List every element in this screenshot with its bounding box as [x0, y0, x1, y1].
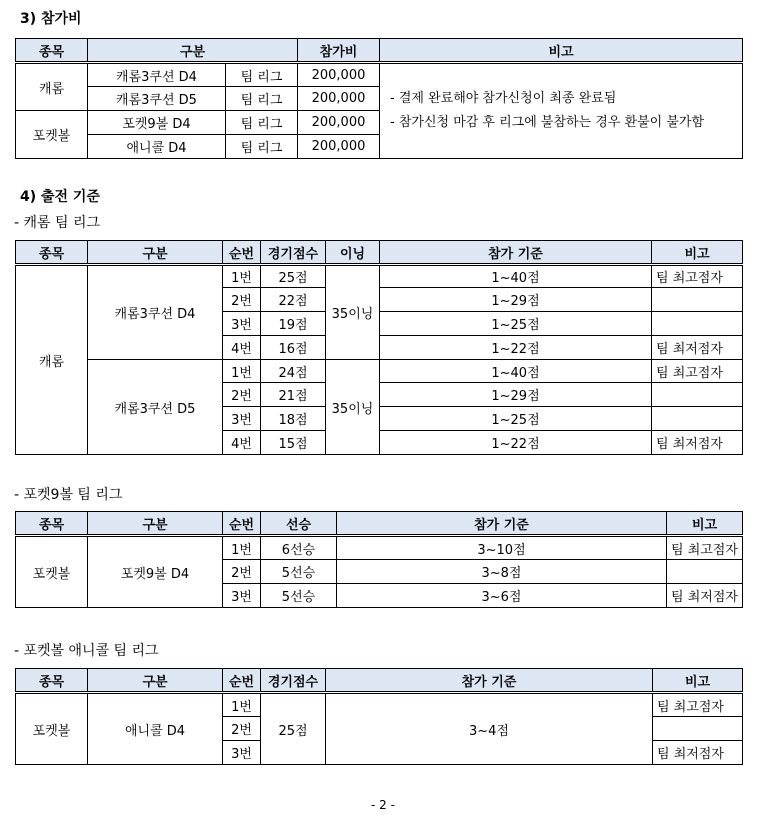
range-cell: 1~29점: [380, 288, 652, 312]
note-cell: 팀 최저점자: [667, 584, 743, 608]
header-innings: 이닝: [326, 241, 380, 265]
range-cell: 3~8점: [337, 560, 667, 584]
fee-heading: 3) 참가비: [20, 11, 82, 27]
order-cell: 1번: [223, 265, 261, 288]
score-cell: 24점: [261, 360, 326, 383]
range-cell: 1~22점: [380, 431, 652, 455]
header-note: 비고: [652, 241, 743, 265]
note-cell: [652, 383, 743, 407]
range-cell: 1~22점: [380, 336, 652, 360]
fee-notes-cell: [380, 63, 743, 159]
fee-table: [15, 38, 743, 159]
wins-cell: 6선승: [261, 536, 337, 560]
header-range: 참가 기준: [380, 241, 652, 265]
note-cell: 팀 최저점자: [653, 741, 743, 765]
note-cell: [667, 560, 743, 584]
fee-league-cell: 팀 리그: [226, 135, 298, 159]
carom-division-cell: 캐롬3쿠션 D5: [88, 360, 223, 455]
order-cell: 1번: [223, 693, 261, 717]
pocket9-division-cell: 포켓9볼 D4: [88, 536, 223, 608]
range-cell: 1~25점: [380, 312, 652, 336]
score-cell: 18점: [261, 407, 326, 431]
fee-note: - 참가신청 마감 후 리그에 불참하는 경우 환불이 불가함: [390, 115, 705, 130]
fee-sport-cell: 포켓볼: [16, 111, 88, 159]
score-cell: 25점: [261, 265, 326, 288]
order-cell: 3번: [223, 407, 261, 431]
order-cell: 1번: [223, 536, 261, 560]
pocket9-table: [15, 511, 743, 608]
note-cell: 팀 최저점자: [652, 336, 743, 360]
fee-amount-cell: 200,000: [298, 111, 380, 135]
note-cell: [653, 717, 743, 741]
header-order: 순번: [223, 241, 261, 265]
header-sport: 종목: [16, 512, 88, 536]
note-cell: 팀 최고점자: [653, 693, 743, 717]
order-cell: 3번: [223, 584, 261, 608]
note-cell: [652, 407, 743, 431]
order-cell: 4번: [223, 431, 261, 455]
note-cell: 팀 최고점자: [667, 536, 743, 560]
header-order: 순번: [223, 669, 261, 693]
anycall-division-cell: 애니콜 D4: [88, 693, 223, 765]
order-cell: 2번: [223, 717, 261, 741]
fee-amount-cell: 200,000: [298, 135, 380, 159]
pocket9-sport-cell: 포켓볼: [16, 536, 88, 608]
score-cell: 15점: [261, 431, 326, 455]
anycall-subtitle: - 포켓볼 애니콜 팀 리그: [14, 643, 159, 659]
header-division: 구분: [88, 241, 223, 265]
header-note: 비고: [667, 512, 743, 536]
note-cell: [652, 312, 743, 336]
header-sport: 종목: [16, 241, 88, 265]
range-cell: 3~4점: [326, 693, 653, 765]
score-cell: 16점: [261, 336, 326, 360]
anycall-table: [15, 668, 743, 765]
header-division: 구분: [88, 669, 223, 693]
note-cell: 팀 최고점자: [652, 360, 743, 383]
header-note: 비고: [380, 39, 743, 63]
fee-division-cell: 포켓9볼 D4: [88, 111, 226, 135]
order-cell: 2번: [223, 288, 261, 312]
header-sport: 종목: [16, 39, 88, 63]
header-score: 경기점수: [261, 669, 326, 693]
fee-division-cell: 캐롬3쿠션 D4: [88, 63, 226, 87]
order-cell: 1번: [223, 360, 261, 383]
header-fee: 참가비: [298, 39, 380, 63]
carom-subtitle: - 캐롬 팀 리그: [14, 215, 101, 231]
header-order: 순번: [223, 512, 261, 536]
order-cell: 2번: [223, 560, 261, 584]
score-cell: 22점: [261, 288, 326, 312]
range-cell: 1~40점: [380, 265, 652, 288]
score-cell: 21점: [261, 383, 326, 407]
order-cell: 3번: [223, 741, 261, 765]
header-range: 참가 기준: [337, 512, 667, 536]
range-cell: 1~40점: [380, 360, 652, 383]
wins-cell: 5선승: [261, 584, 337, 608]
header-division: 구분: [88, 39, 298, 63]
order-cell: 3번: [223, 312, 261, 336]
fee-note: - 결제 완료해야 참가신청이 최종 완료됨: [390, 91, 617, 106]
header-score: 경기점수: [261, 241, 326, 265]
note-cell: [652, 288, 743, 312]
fee-league-cell: 팀 리그: [226, 63, 298, 87]
header-note: 비고: [653, 669, 743, 693]
score-cell: 25점: [261, 693, 326, 765]
fee-sport-cell: 캐롬: [16, 63, 88, 111]
fee-amount-cell: 200,000: [298, 63, 380, 87]
header-division: 구분: [88, 512, 223, 536]
range-cell: 1~29점: [380, 383, 652, 407]
score-cell: 19점: [261, 312, 326, 336]
range-cell: 3~10점: [337, 536, 667, 560]
order-cell: 2번: [223, 383, 261, 407]
innings-cell: 35이닝: [326, 265, 380, 360]
fee-league-cell: 팀 리그: [226, 111, 298, 135]
fee-division-cell: 애니콜 D4: [88, 135, 226, 159]
page-number: - 2 -: [371, 798, 395, 812]
header-range: 참가 기준: [326, 669, 653, 693]
anycall-sport-cell: 포켓볼: [16, 693, 88, 765]
carom-table: [15, 240, 743, 455]
header-sport: 종목: [16, 669, 88, 693]
header-wins: 선승: [261, 512, 337, 536]
note-cell: 팀 최고점자: [652, 265, 743, 288]
order-cell: 4번: [223, 336, 261, 360]
fee-division-cell: 캐롬3쿠션 D5: [88, 87, 226, 111]
range-cell: 1~25점: [380, 407, 652, 431]
carom-division-cell: 캐롬3쿠션 D4: [88, 265, 223, 360]
fee-amount-cell: 200,000: [298, 87, 380, 111]
carom-sport-cell: 캐롬: [16, 265, 88, 455]
innings-cell: 35이닝: [326, 360, 380, 455]
fee-league-cell: 팀 리그: [226, 87, 298, 111]
criteria-heading: 4) 출전 기준: [20, 189, 100, 205]
wins-cell: 5선승: [261, 560, 337, 584]
pocket9-subtitle: - 포켓9볼 팀 리그: [14, 487, 123, 503]
range-cell: 3~6점: [337, 584, 667, 608]
note-cell: 팀 최저점자: [652, 431, 743, 455]
